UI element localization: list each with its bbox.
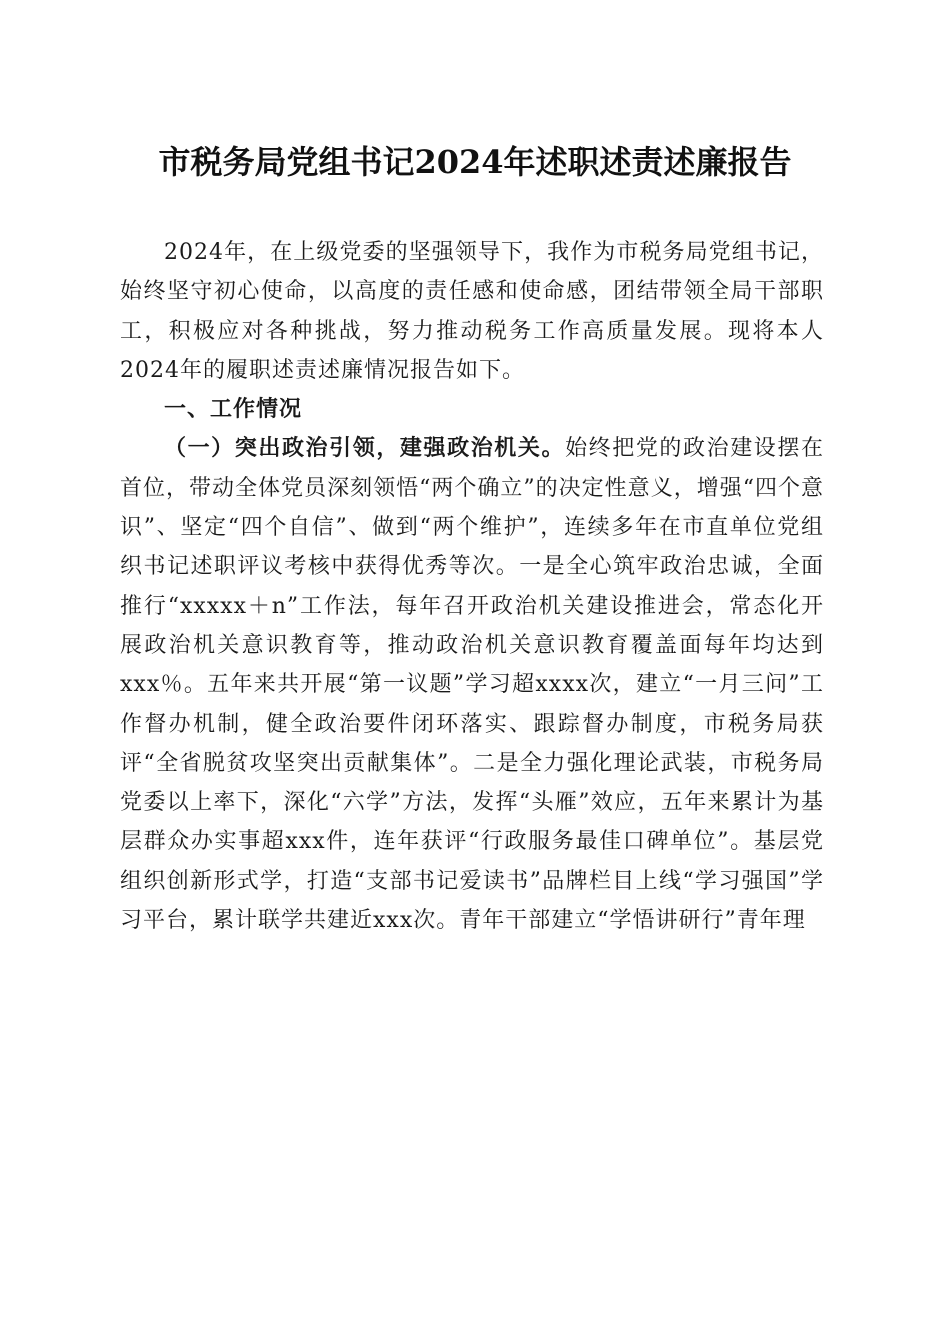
subsection-body: 始终把党的政治建设摆在首位，带动全体党员深刻领悟“两个确立”的决定性意义，增强“四个意识”、坚定“四个自信”、做到“两个维护”，连续多年在市直单位党组织书记述职评议考核中获得优秀等次。一是全心筑牢政治忠诚，全面推行“xxxxx＋n”工作法，每年召开政治机关建设推进会，常态化开展政治机关意识教育等，推动政治机关意识教育覆盖面每年均达到xxx％。五年来共开展“第一议题”学习超xxxx次，建立“一月三问”工作督办机制，健全政治要件闭环落实、跟踪督办制度，市税务局获评“全省脱贫攻坚突出贡献集体”。二是全力强化理论武装，市税务局党委以上率下，深化“六学”方法，发挥“头雁”效应，五年来累计为基层群众办实事超xxx件，连年获评“行政服务最佳口碑单位”。基层党组织创新形式学，打造“支部书记爱读书”品牌栏目上线“学习强国”学习平台，累计联学共建近xxx次。青年干部建立“学悟讲研行”青年理: [120, 436, 824, 934]
document-title: 市税务局党组书记2024年述职述责述廉报告: [158, 143, 792, 181]
subsection-paragraph: [120, 429, 824, 940]
section-heading: 一、工作情况: [164, 396, 303, 423]
intro-paragraph: 2024年，在上级党委的坚强领导下，我作为市税务局党组书记，始终坚守初心使命，以高度的责任感和使命感，团结带领全局干部职工，积极应对各种挑战，努力推动税务工作高质量发展。现将本人2024年的履职述责述廉情况报告如下。: [120, 240, 824, 383]
subsection-lead: （一）突出政治引领，建强政治机关。: [164, 435, 566, 462]
document-body: [120, 233, 824, 940]
